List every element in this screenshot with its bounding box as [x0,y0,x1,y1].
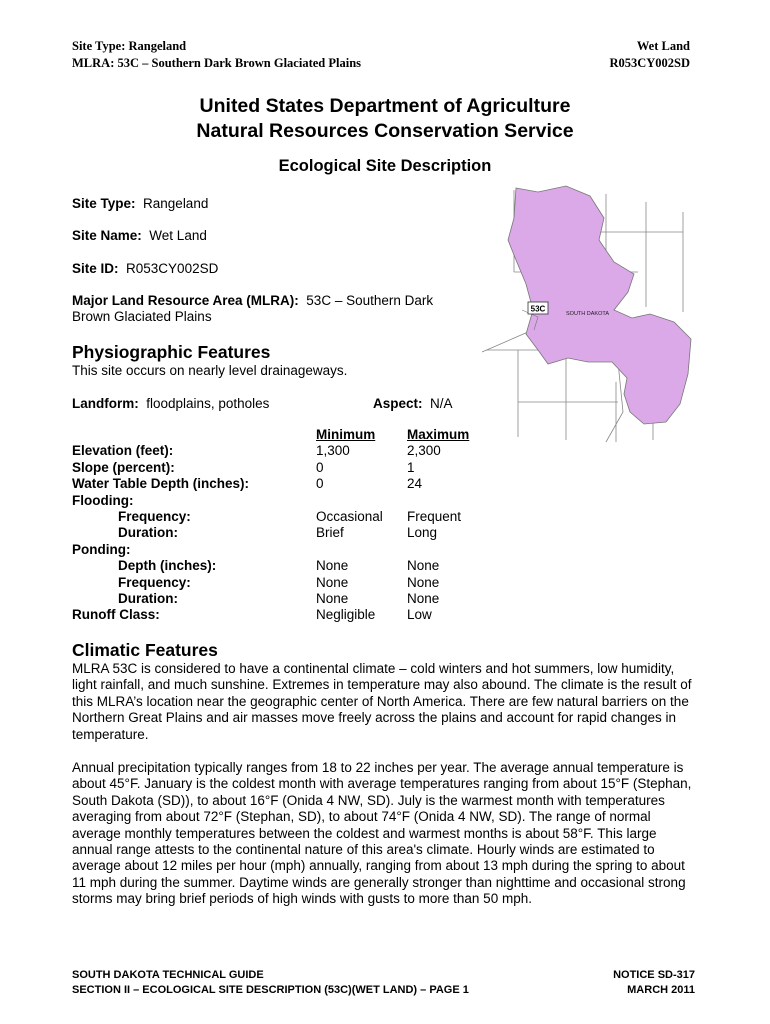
footer-left [72,968,469,998]
mlra-field [72,293,472,325]
row-label: Duration: [118,525,178,541]
site-name-field [72,228,207,244]
row-min: None [316,574,349,590]
physiographic-heading: Physiographic Features [72,342,271,362]
header-site-type: Site Type: Rangeland [72,39,187,53]
mlra-label-box [528,302,548,314]
footer-date: MARCH 2011 [627,984,695,996]
row-max: 1 [407,459,415,475]
site-name-value: Wet Land [149,228,207,243]
mlra-value: 53C – Southern Dark [306,293,434,308]
row-max: Long [407,525,438,541]
row-min: Negligible [316,607,376,623]
aspect-label: Aspect: [373,396,423,411]
max-column-header: Maximum [407,427,470,442]
row-max: None [407,558,440,574]
row-label: Water Table Depth (inches): [72,476,250,492]
row-min: Occasional [316,508,383,524]
row-label: Duration: [118,590,178,606]
document-title [0,94,770,144]
title-line1: United States Department of Agriculture [199,95,571,117]
climatic-heading: Climatic Features [72,640,218,660]
physiographic-intro: This site occurs on nearly level drainageways. [72,363,348,378]
footer-section: SECTION II – ECOLOGICAL SITE DESCRIPTION (53C)(WET LAND) – PAGE 1 [72,984,469,996]
header-site-name: Wet Land [636,39,690,53]
mlra-label: Major Land Resource Area (MLRA): [72,293,299,308]
row-label: Ponding: [72,541,131,557]
row-min: 0 [316,476,324,492]
site-type-label: Site Type: [72,196,136,211]
row-max: None [407,590,440,606]
document-subtitle: Ecological Site Description [278,157,492,175]
site-type-value: Rangeland [143,196,209,211]
landform-field [72,396,269,412]
row-min: Brief [316,525,344,541]
aspect-value: N/A [430,396,453,411]
row-label: Flooding: [72,492,134,508]
site-id-field [72,261,218,277]
footer-notice: NOTICE SD-317 [613,969,695,981]
site-id-value: R053CY002SD [126,261,219,276]
mlra-location-map [478,182,708,444]
map-mlra-label: 53C [530,304,546,314]
row-max: None [407,574,440,590]
row-label: Frequency: [118,574,191,590]
row-label: Runoff Class: [72,607,160,623]
row-label: Frequency: [118,508,191,524]
row-min: None [316,558,349,574]
site-name-label: Site Name: [72,228,142,243]
min-column-header: Minimum [316,427,376,442]
aspect-field [373,396,453,412]
header-site-id: R053CY002SD [609,56,690,70]
row-min: 1,300 [316,443,350,459]
landform-label: Landform: [72,396,139,411]
site-id-label: Site ID: [72,261,119,276]
row-max: Low [407,607,432,623]
header-mlra: MLRA: 53C – Southern Dark Brown Glaciated Plains [72,56,362,70]
row-max: Frequent [407,508,462,524]
site-type-field [72,196,208,212]
row-label: Elevation (feet): [72,443,174,459]
climatic-paragraph-1: MLRA 53C is considered to have a continental climate – cold winters and hot summers, low humidity, light rainfall, and much sunshine. Extremes in temperature may also abound. The climate is the result of this MLRA’s location near the geographic center of North America. There are few natural barriers on the Northern Great Plains and air masses move freely across the plains and account for rapid changes in temperature. [72,661,692,742]
row-max: 24 [407,476,423,492]
footer-guide-title: SOUTH DAKOTA TECHNICAL GUIDE [72,969,264,981]
row-min: 0 [316,459,324,475]
row-label: Depth (inches): [118,558,217,574]
running-header-right [609,38,690,72]
title-line2: Natural Resources Conservation Service [196,120,574,142]
footer-right [613,968,695,998]
row-max: 2,300 [407,443,441,459]
row-label: Slope (percent): [72,459,175,475]
running-header-left [72,38,361,72]
row-min: None [316,590,349,606]
mlra-value-cont: Brown Glaciated Plains [72,309,212,324]
map-state-label: SOUTH DAKOTA [566,311,609,317]
landform-value: floodplains, potholes [146,396,270,411]
climatic-paragraph-2: Annual precipitation typically ranges from 18 to 22 inches per year. The average annual temperature is about 45°F. January is the coldest month with average temperatures ranging from about 15°F (Stephan, South Dakota (SD)), to about 16°F (Onida 4 NW, SD). July is the warmest month with temperatures averaging from about 72°F (Stephan, SD), to about 74°F (Onida 4 NW, SD). The range of normal average monthly temperatures between the coldest and warmest months is about 58°F. This large annual range attests to the continental nature of this area's climate. Hourly winds are estimated to average about 12 miles per hour (mph) annually, ranging from about 13 mph during the spring to about 11 mph during the summer. Daytime winds are generally stronger than nighttime and occasional strong storms may bring brief periods of high winds with gusts to more than 50 mph. [72,760,692,907]
